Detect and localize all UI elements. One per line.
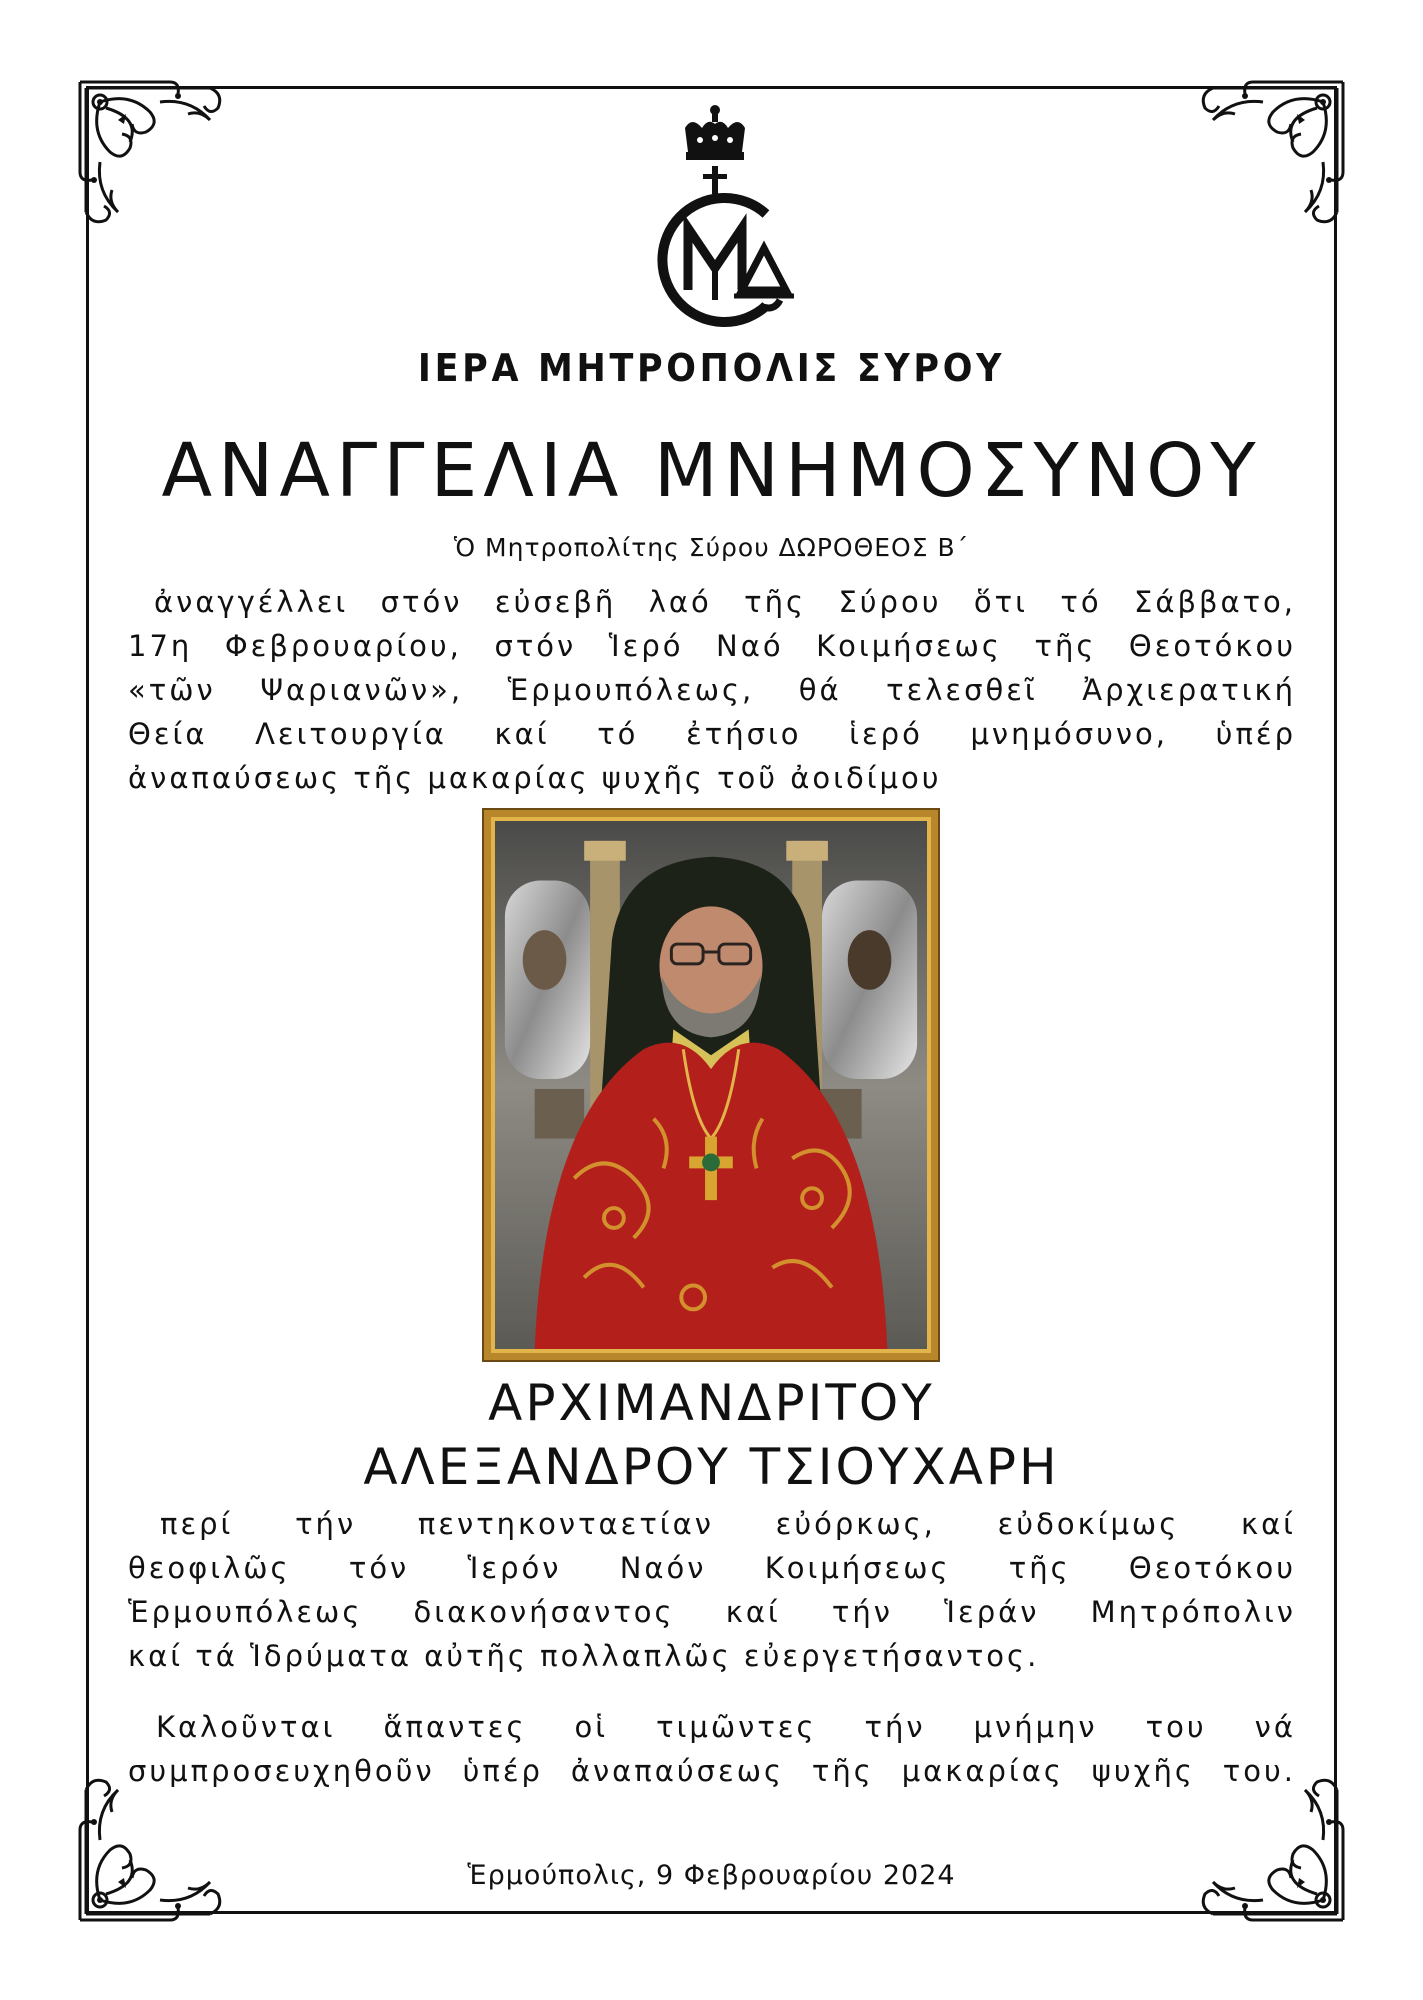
page-title: ΑΝΑΓΓΕΛΙΑ ΜΝΗΜΟΣΥΝΟΥ bbox=[161, 428, 1262, 514]
portrait-photo bbox=[482, 808, 940, 1362]
invitation-line: συμπροσευχηθοῦν ὑπέρ ἀναπαύσεως τῆς μακαρίας ψυχῆς του. bbox=[128, 1754, 1296, 1788]
biography-line: περί τήν πεντηκονταετίαν εὐόρκως, εὐδοκίμως καί bbox=[160, 1507, 1296, 1541]
place-date: Ἑρμούπολις, 9 Φεβρουαρίου 2024 bbox=[467, 1860, 956, 1891]
biography-line: καί τά Ἱδρύματα αὐτῆς πολλαπλῶς εὐεργετήσαντος. bbox=[128, 1639, 1040, 1673]
biography-paragraph bbox=[128, 1502, 1296, 1678]
invitation-paragraph bbox=[128, 1705, 1296, 1793]
metropolitan-subtitle: Ὁ Μητροπολίτης Σύρου ΔΩΡΟΘΕΟΣ Β΄ bbox=[453, 533, 970, 562]
announcement-line: 17η Φεβρουαρίου, στόν Ἱερό Ναό Κοιμήσεως τῆς Θεοτόκου bbox=[128, 629, 1296, 663]
metropolis-name: ΙΕΡΑ ΜΗΤΡΟΠΟΛΙΣ ΣΥΡΟΥ bbox=[417, 346, 1006, 390]
announcement-line: «τῶν Ψαριανῶν», Ἑρμουπόλεως, θά τελεσθεῖ Ἀρχιερατική bbox=[128, 673, 1296, 707]
announcement-line: ἀναγγέλλει στόν εὐσεβῆ λαό τῆς Σύρου ὅτι τό Σάββατο, bbox=[154, 585, 1296, 619]
invitation-line: Καλοῦνται ἅπαντες οἱ τιμῶντες τήν μνήμην του νά bbox=[156, 1710, 1296, 1744]
corner-ornament-icon bbox=[60, 62, 250, 252]
portrait-image bbox=[491, 817, 931, 1353]
biography-line: Ἑρμουπόλεως διακονήσαντος καί τήν Ἱεράν Μητρόπολιν bbox=[128, 1595, 1296, 1629]
deceased-rank: ΑΡΧΙΜΑΝΔΡΙΤΟΥ bbox=[488, 1374, 935, 1432]
announcement-line: Θεία Λειτουργία καί τό ἐτήσιο ἱερό μνημόσυνο, ὑπέρ bbox=[128, 717, 1296, 751]
biography-line: θεοφιλῶς τόν Ἱερόν Ναόν Κοιμήσεως τῆς Θεοτόκου bbox=[128, 1551, 1296, 1585]
announcement-line: ἀναπαύσεως τῆς μακαρίας ψυχῆς τοῦ ἀοιδίμου bbox=[128, 761, 942, 795]
corner-ornament-icon bbox=[1173, 62, 1363, 252]
metropolis-crest-icon bbox=[630, 100, 800, 330]
announcement-paragraph bbox=[128, 580, 1296, 800]
deceased-name: ΑΛΕΞΑΝΔΡΟΥ ΤΣΙΟΥΧΑΡΗ bbox=[363, 1438, 1060, 1496]
